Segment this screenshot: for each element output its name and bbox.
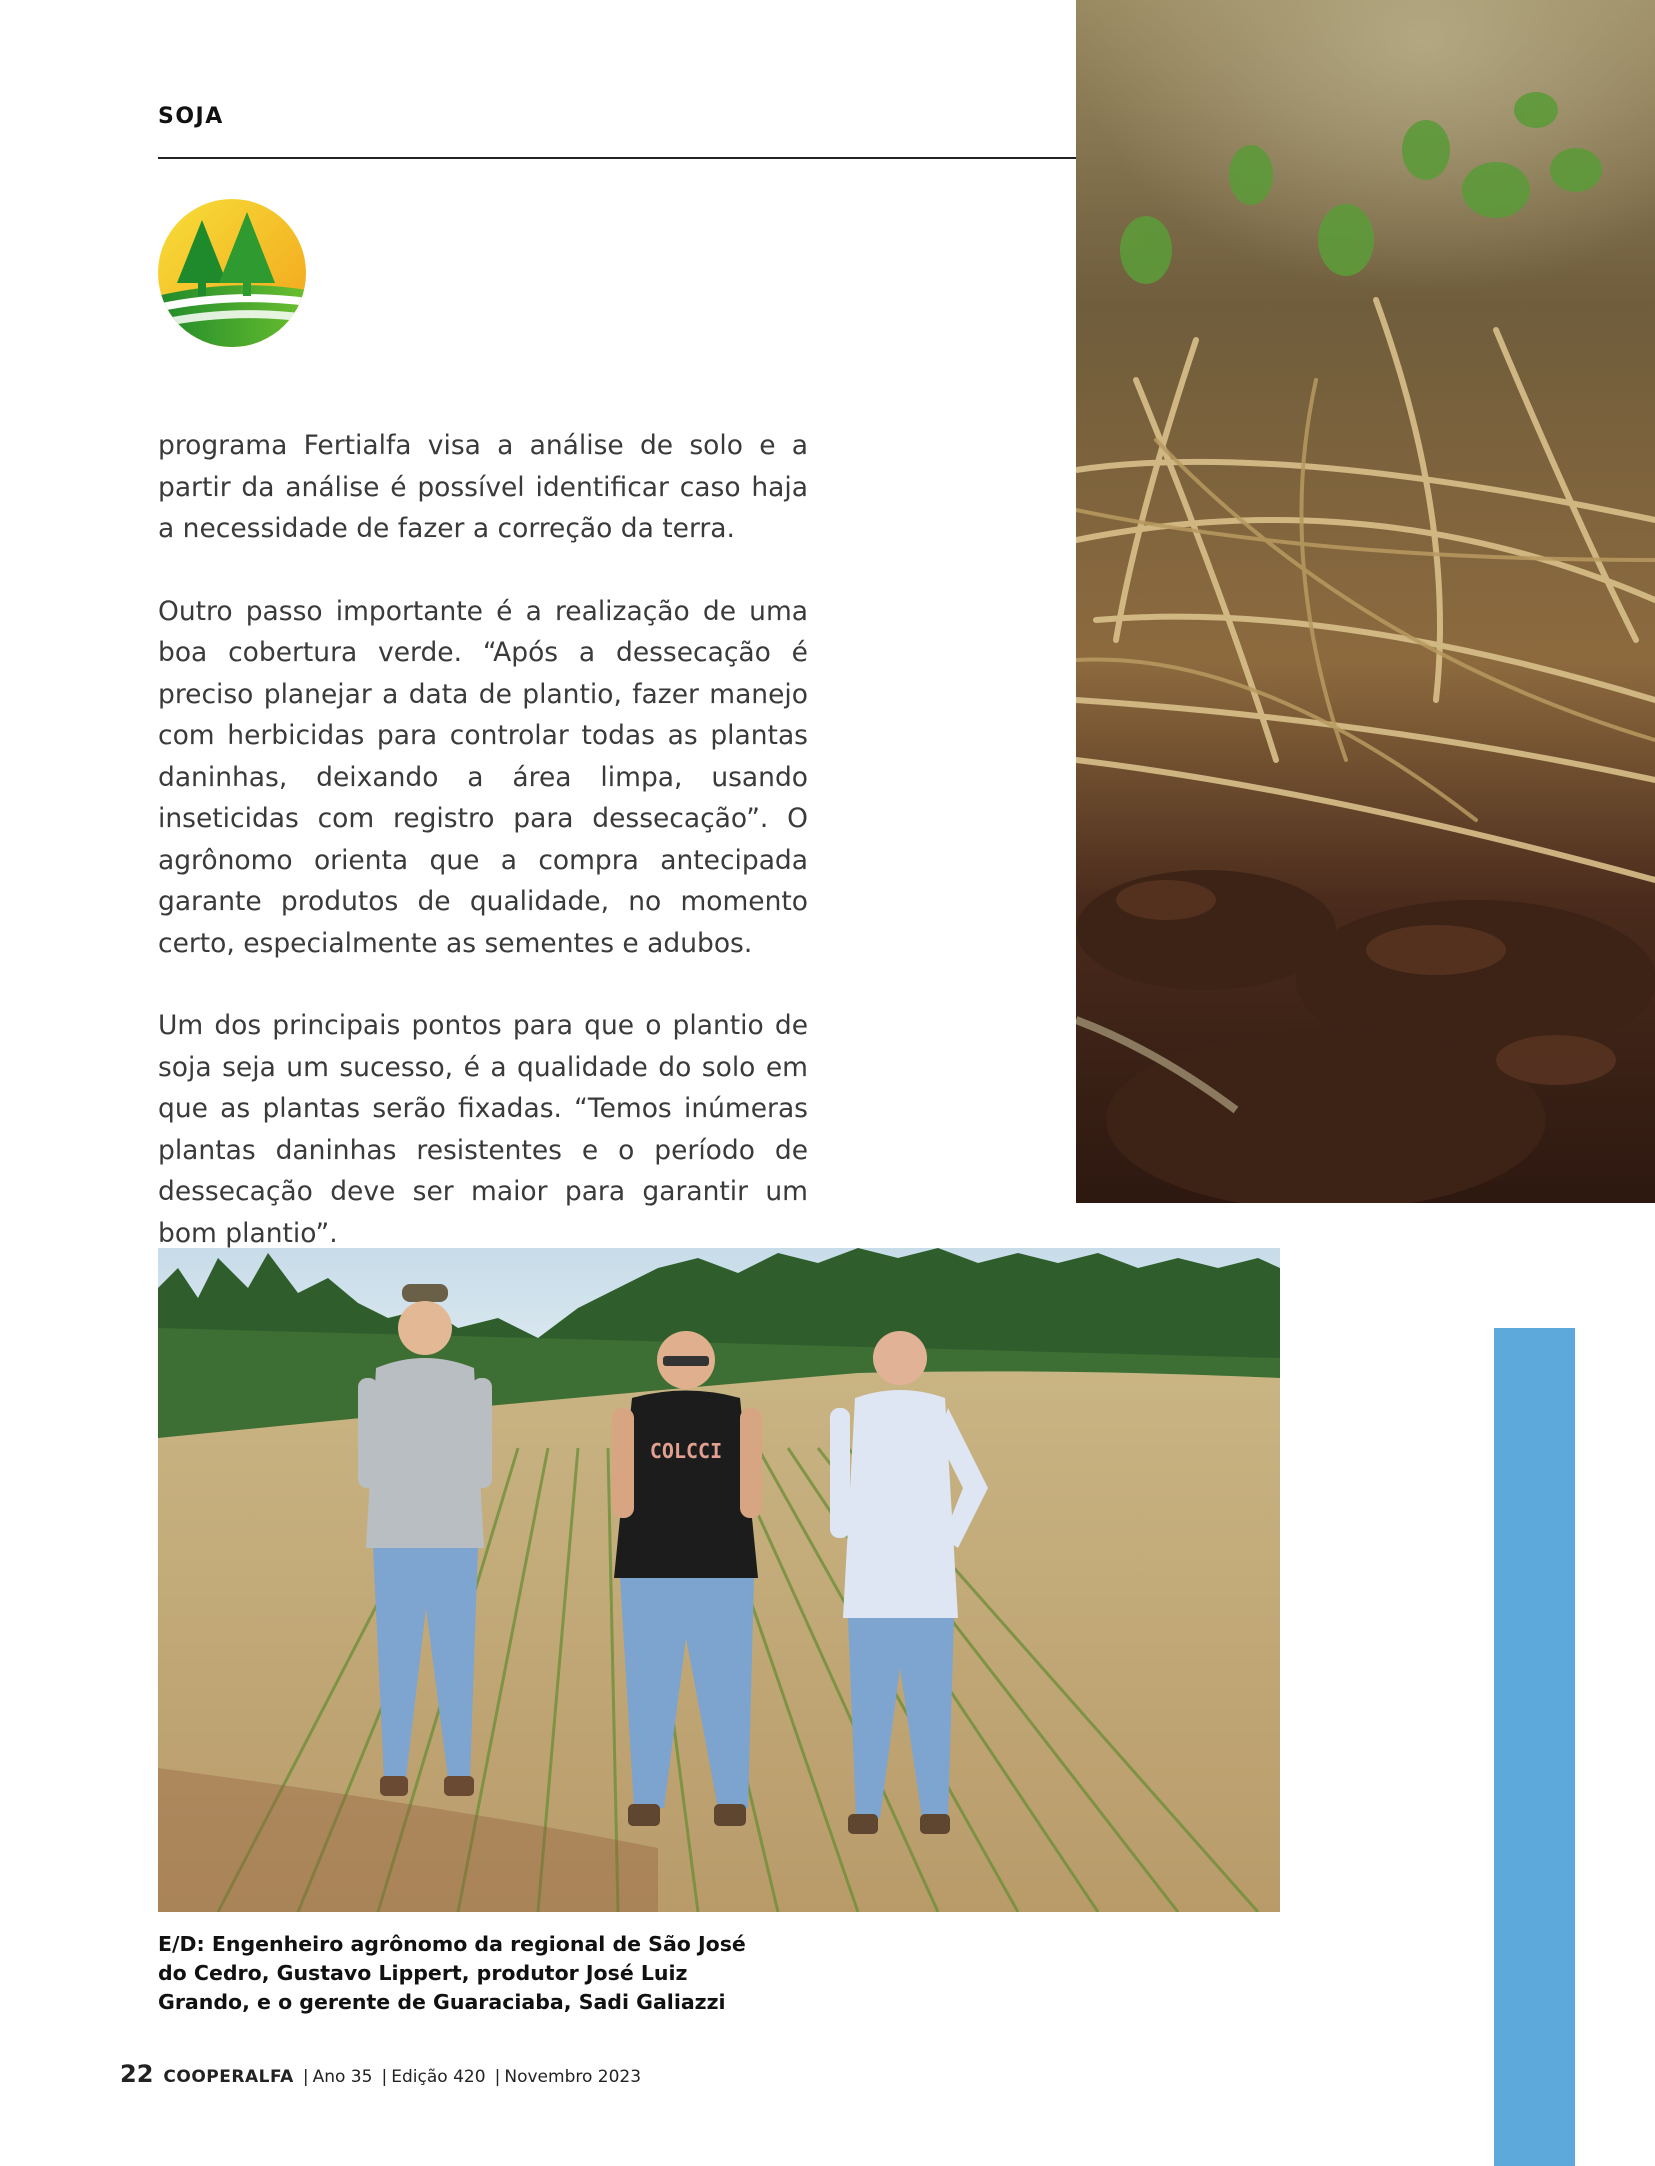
photo-caption: E/D: Engenheiro agrônomo da regional de São José do Cedro, Gustavo Lippert, produtor José Luiz Grando, e o gerente de Guaraciaba, Sadi Galiazzi [158,1932,746,2014]
page-footer [120,2060,641,2088]
footer-year: Ano 35 [312,2067,373,2087]
soil-closeup-photo [1076,0,1655,1203]
field-team-photo [158,1248,1280,1912]
article-paragraph: programa Fertialfa visa a análise de solo e a partir da análise é possível identificar caso haja a necessidade de fazer a correção da terra. [158,430,808,544]
footer-date: Novembro 2023 [504,2067,642,2087]
footer-separator: | [302,2067,309,2087]
footer-separator: | [494,2067,501,2087]
section-label: SOJA [158,104,224,129]
shirt-text: COLCCI [649,1439,723,1463]
article-body [158,425,808,1295]
page-number: 22 [120,2060,154,2088]
accent-blue-bar [1494,1328,1575,2166]
footer-separator: | [381,2067,388,2087]
magazine-name: COOPERALFA [163,2067,294,2087]
article-paragraph: Um dos principais pontos para que o plantio de soja seja um sucesso, é a qualidade do solo em que as plantas serão fixadas. “Temos inúmeras plantas daninhas resistentes e o período de dessecação deve ser maior para garantir um bom plantio”. [158,1010,808,1249]
footer-edition: Edição 420 [391,2067,486,2087]
cooperalfa-logo-icon [157,198,307,348]
article-paragraph: Outro passo importante é a realização de uma boa cobertura verde. “Após a dessecação é preciso planejar a data de plantio, fazer manejo com herbicidas para controlar todas as plantas daninhas, deixando a área limpa, usando inseticidas com registro para dessecação”. O agrônomo orienta que a compra antecipada garante produtos de qualidade, no momento certo, especialmente as sementes e adubos. [158,595,808,959]
